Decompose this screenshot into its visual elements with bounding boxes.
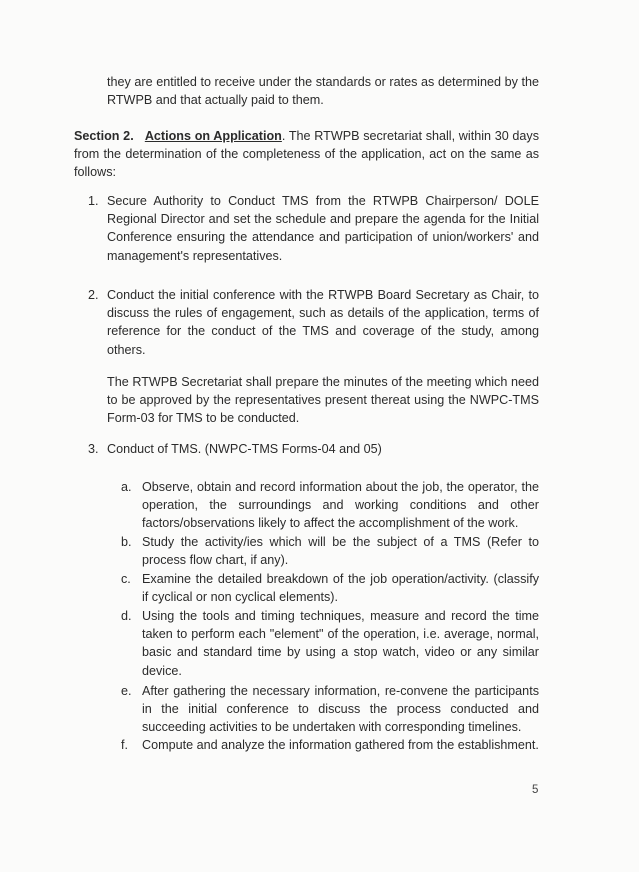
subitem-letter: c. xyxy=(121,572,131,586)
list-item: Conduct the initial conference with the RTWPB Board Secretary as Chair, to discuss the rules of engagement, such as details of the application, terms of reference for the conduct of the TMS and coverage of the study, among others. xyxy=(107,288,539,357)
subitem-letter: d. xyxy=(121,609,132,623)
list-item: Secure Authority to Conduct TMS from the RTWPB Chairperson/ DOLE Regional Director and set the schedule and prepare the agenda for the Initial Conference ensuring the attendance and participation of union/workers' and management's representatives. xyxy=(107,194,539,263)
section-label: Section 2. xyxy=(74,129,134,143)
item-number: 2. xyxy=(88,288,99,302)
subitem-letter: e. xyxy=(121,684,132,698)
subitem-letter: b. xyxy=(121,535,132,549)
section-text: . The RTWPB secretariat shall, within 30 days from the determination of the completeness of the application, act on the same as follows: xyxy=(74,129,540,180)
section-2-paragraph xyxy=(74,127,539,182)
item-2-note: The RTWPB Secretariat shall prepare the minutes of the meeting which need to be approved by the representatives present thereat using the NWPC-TMS Form-03 for TMS to be conducted. xyxy=(107,375,539,426)
intro-paragraph: they are entitled to receive under the standards or rates as determined by the RTWPB and that actually paid to them. xyxy=(107,75,539,108)
subitem: Study the activity/ies which will be the subject of a TMS (Refer to process flow chart, if any). xyxy=(142,535,539,568)
subitem: Observe, obtain and record information about the job, the operator, the operation, the surroundings and working conditions and other factors/observations likely to affect the accomplishment of the work. xyxy=(142,480,539,531)
subitem: Examine the detailed breakdown of the job operation/activity. (classify if cyclical or non cyclical elements). xyxy=(142,572,539,605)
section-title: Actions on Application xyxy=(144,129,282,143)
subitem-letter: f. xyxy=(121,738,128,752)
subitem: Using the tools and timing techniques, measure and record the time taken to perform each "element" of the operation, i.e. average, normal, basic and standard time by using a stop watch, video or any similar device. xyxy=(142,609,539,678)
list-item: Conduct of TMS. (NWPC-TMS Forms-04 and 05) xyxy=(107,442,382,456)
item-number: 1. xyxy=(88,194,99,208)
item-number: 3. xyxy=(88,442,99,456)
subitem: Compute and analyze the information gathered from the establishment. xyxy=(142,738,539,752)
page-number: 5 xyxy=(532,784,539,796)
subitem: After gathering the necessary information, re-convene the participants in the initial conference to discuss the process conducted and succeeding activities to be undertaken with corresponding timelines. xyxy=(142,684,539,735)
subitem-letter: a. xyxy=(121,480,132,494)
